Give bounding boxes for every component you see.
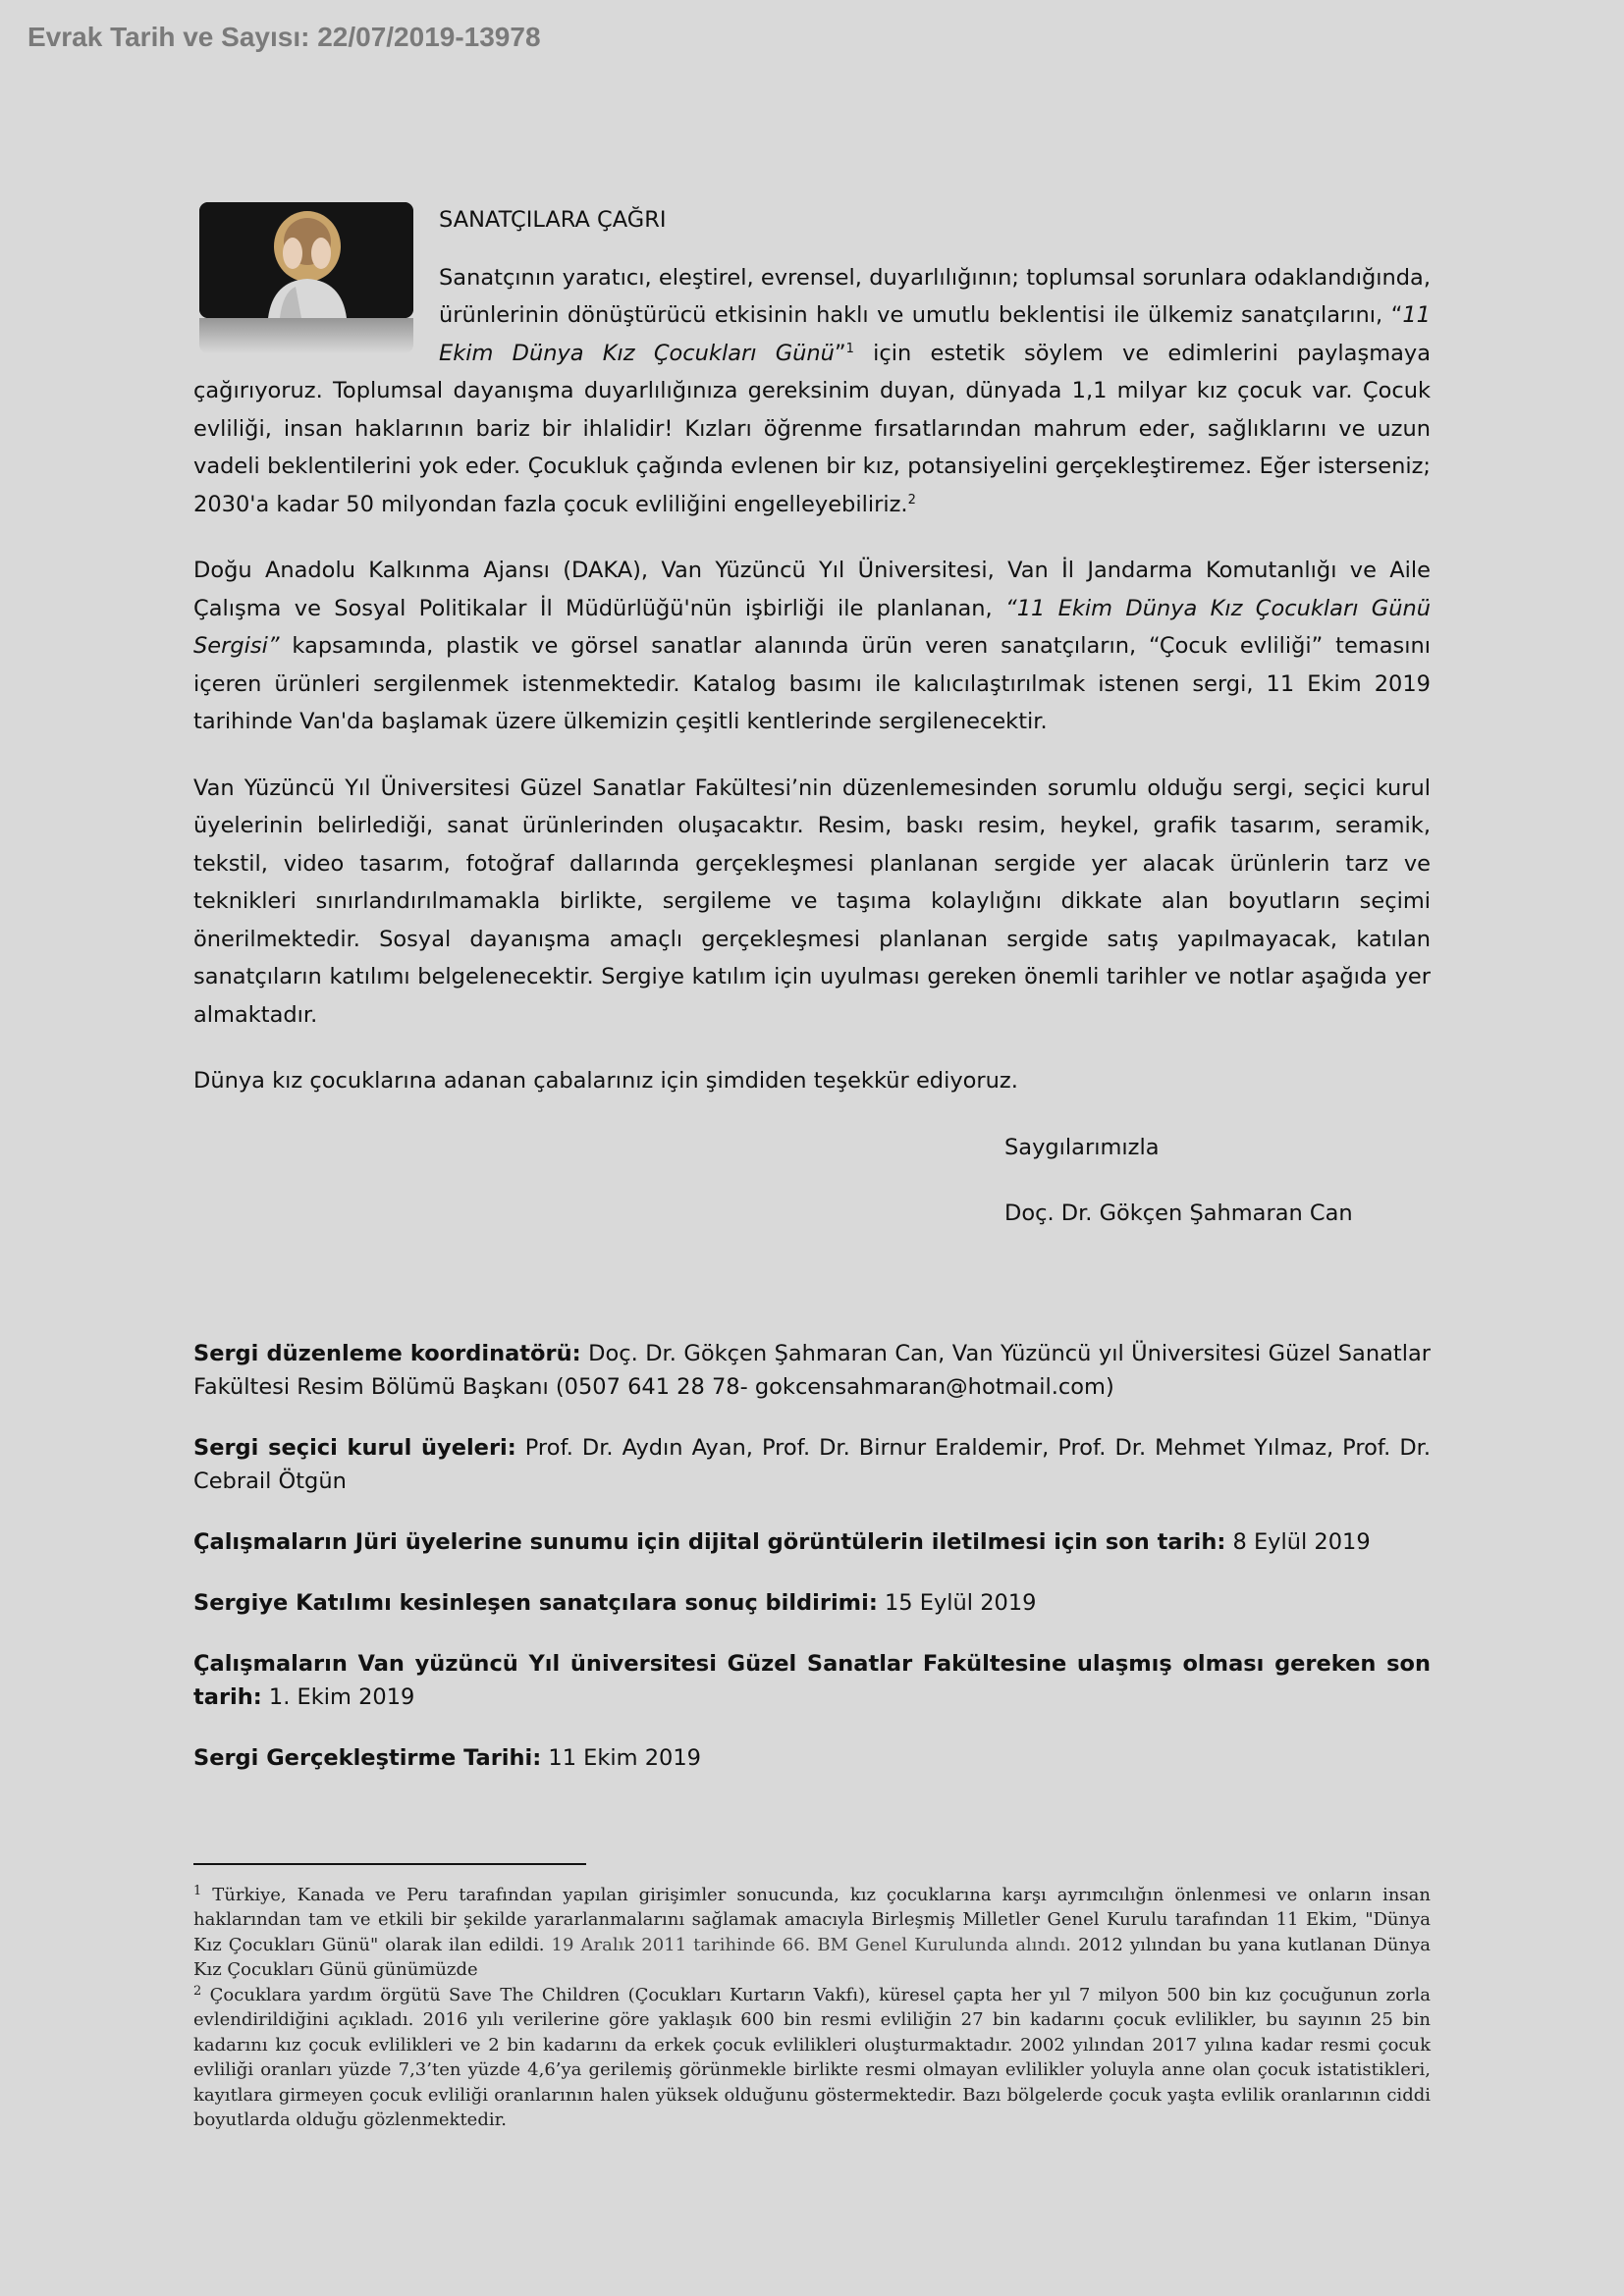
intro-text-3: için estetik söylem ve edimlerini paylaşmaya çağırıyoruz. Toplumsal dayanışma duyarlılığınıza gereksinim duyan, dünyada 1,1 milyar kız çocuk var. Çocuk evliliği, insan haklarının bariz bir ihlalidir! Kızları öğrenme fırsatlarından mahrum eder, sağlıklarını ve uzun vadeli beklentilerini yok eder. Çocukluk çağında evlenen bir kız, potansiyelini gerçekleştiremez. Eğer isterseniz; 2030'a kadar 50 milyondan fazla çocuk evliliğini engelleyebiliriz. bbox=[193, 340, 1432, 517]
girl-figure-icon bbox=[199, 202, 413, 318]
photo-frame bbox=[199, 202, 413, 318]
detail-label: Sergi düzenleme koordinatörü: bbox=[193, 1340, 581, 1366]
partners-text-2: kapsamında, plastik ve görsel sanatlar alanında ürün veren sanatçıların, “Çocuk evliliği” temasını içeren ürünleri sergilenmek istenmektedir. Katalog basımı ile kalıcılaştırılmak istenen sergi, 11 Ekim 2019 tarihinde Van'da başlamak üzere ülkemizin çeşitli kentlerinde sergilenecektir. bbox=[193, 633, 1431, 734]
detail-coordinator bbox=[193, 1337, 1431, 1404]
thanks-paragraph: Dünya kız çocuklarına adanan çabalarınız için şimdiden teşekkür ediyoruz. bbox=[193, 1068, 1018, 1094]
detail-label: Sergi seçici kurul üyeleri: bbox=[193, 1434, 516, 1461]
detail-label: Çalışmaların Van yüzüncü Yıl üniversitesi Güzel Sanatlar Fakültesine ulaşmış olması gereken son tarih: bbox=[193, 1650, 1431, 1710]
detail-value: Doç. Dr. Gökçen Şahmaran Can, Van Yüzüncü yıl Üniversitesi Güzel Sanatlar Fakültesi Resim Bölümü Başkanı (0507 641 28 78- gokcensahmaran@hotmail.com) bbox=[193, 1340, 1432, 1400]
exhibition-details-paragraph: Van Yüzüncü Yıl Üniversitesi Güzel Sanatlar Fakültesi’nin düzenlemesinden sorumlu olduğu sergi, seçici kurul üyelerinin belirlediği, sanat ürünlerinden oluşacaktır. Resim, baskı resim, heykel, grafik tasarım, seramik, tekstil, video tasarım, fotoğraf dallarında gerçekleşmesi planlanan sergide yer alacak ürünlerin tarz ve teknikleri sınırlandırılmamakla birlikte, sergileme ve taşıma kolaylığını dikkate alan boyutların seçimi önerilmektedir. Sosyal dayanışma amaçlı gerçekleşmesi planlanan sergide satış yapılmayacak, katılan sanatçıların katılımı belgelenecektir. Sergiye katılım için uyulması gereken önemli tarihler ve notlar aşağıda yer almaktadır. bbox=[193, 774, 1431, 1028]
intro-text-1: Sanatçının yaratıcı, eleştirel, evrensel, duyarlılığının; toplumsal sorunlara odaklandığında, ürünlerinin dönüştürücü etkisinin haklı ve umutlu beklentisi ile ülkemiz sanatçılarını, “ bbox=[439, 264, 1431, 328]
detail-value: 15 Eylül 2019 bbox=[877, 1589, 1037, 1616]
detail-value: 11 Ekim 2019 bbox=[541, 1744, 701, 1771]
footnote-text: 19 Aralık 2011 tarihinde 66. BM Genel Kurulunda alındı. bbox=[551, 1934, 1072, 1955]
photo-reflection bbox=[199, 318, 413, 353]
detail-exhibition-date bbox=[193, 1741, 1431, 1775]
detail-value: 1. Ekim 2019 bbox=[261, 1683, 415, 1710]
girl-covering-face-photo bbox=[199, 202, 415, 354]
detail-value: 8 Eylül 2019 bbox=[1225, 1528, 1371, 1555]
detail-delivery-deadline bbox=[193, 1647, 1431, 1714]
detail-label: Çalışmaların Jüri üyelerine sunumu için dijital görüntülerin iletilmesi için son tarih: bbox=[193, 1528, 1226, 1555]
exhibition-name: “11 Ekim Dünya Kız Çocukları Günü Sergisi” bbox=[193, 595, 1432, 659]
footnote-text: Türkiye, Kanada ve Peru tarafından yapılan girişimler sonucunda, kız çocuklarına karşı ayrımcılığın önlenmesi ve onların insan haklarından tam ve etkili bir şekilde yararlanmalarını sağlamak amacıyla Birleşmiş Milletler Genel Kurulu tarafından 11 Ekim, "Dünya Kız Çocukları Günü" olarak ilan edildi. bbox=[193, 1884, 1431, 1955]
intro-text-2: ” bbox=[834, 340, 846, 366]
detail-result-notification bbox=[193, 1586, 1431, 1620]
detail-label: Sergiye Katılımı kesinleşen sanatçılara sonuç bildirimi: bbox=[193, 1589, 878, 1616]
footnote-1 bbox=[193, 1883, 1431, 1983]
partners-text-1: Doğu Anadolu Kalkınma Ajansı (DAKA), Van Yüzüncü Yıl Üniversitesi, Van İl Jandarma Komutanlığı ve Aile Çalışma ve Sosyal Politikalar İl Müdürlüğü'nün işbirliği ile planlanan, bbox=[193, 558, 1431, 621]
partners-paragraph bbox=[193, 552, 1431, 741]
footnote-ref-1[interactable]: 1 bbox=[845, 341, 854, 356]
document-date-number-stamp: Evrak Tarih ve Sayısı: 22/07/2019-13978 bbox=[27, 22, 541, 52]
footnote-number: 1 bbox=[193, 1883, 202, 1898]
detail-label: Sergi Gerçekleştirme Tarihi: bbox=[193, 1744, 542, 1771]
detail-value: Prof. Dr. Aydın Ayan, Prof. Dr. Birnur Eraldemir, Prof. Dr. Mehmet Yılmaz, Prof. Dr. Cebrail Ötgün bbox=[193, 1434, 1431, 1494]
letter-document bbox=[193, 196, 1431, 2133]
footnotes bbox=[193, 1883, 1431, 2133]
details-list bbox=[193, 1337, 1431, 1775]
closing-salutation: Saygılarımızla bbox=[1004, 1134, 1160, 1160]
footnote-ref-2[interactable]: 2 bbox=[907, 492, 916, 507]
footnote-number: 2 bbox=[193, 1983, 202, 1999]
intro-italic-title: 11 Ekim Dünya Kız Çocukları Günü bbox=[439, 302, 1431, 366]
footnote-text: 2012 yılından bu yana kutlanan Dünya Kız Çocukları Günü günümüzde bbox=[193, 1934, 1431, 1980]
signatory-name: Doç. Dr. Gökçen Şahmaran Can bbox=[1004, 1201, 1353, 1226]
page-title: SANATÇILARA ÇAĞRI bbox=[439, 207, 667, 233]
footnote-2 bbox=[193, 1983, 1431, 2133]
footnote-divider bbox=[193, 1863, 586, 1865]
footnote-text: Çocuklara yardım örgütü Save The Children (Çocukları Kurtarın Vakfı), küresel çapta her yıl 7 milyon 500 bin kız çocuğunun zorla evlendirildiğini açıkladı. 2016 yılı verilerine göre yaklaşık 600 bin resmi evliliğin 27 bin kadarını çocuk evlilikler, bu sayının 25 bin kadarını kız çocuk evlilikleri ve 2 bin kadarını da erkek çocuk evlilikleri oluşturmaktadır. 2002 yılından 2017 yılına kadar resmi çocuk evliliği oranları yüzde 7,3’ten yüzde 4,6’ya gerilemiş görünmekle birlikte resmi olmayan evlilikler yoluyla anne olan çocuk istatistikleri, kayıtlara girmeyen çocuk evliliği oranlarının halen yüksek olduğunu göstermektedir. Bazı bölgelerde çocuk yaşta evlilik oranlarının ciddi boyutlarda olduğu gözlenmektedir. bbox=[193, 1984, 1431, 2130]
detail-submission-deadline bbox=[193, 1525, 1431, 1559]
detail-jury-members bbox=[193, 1431, 1431, 1498]
